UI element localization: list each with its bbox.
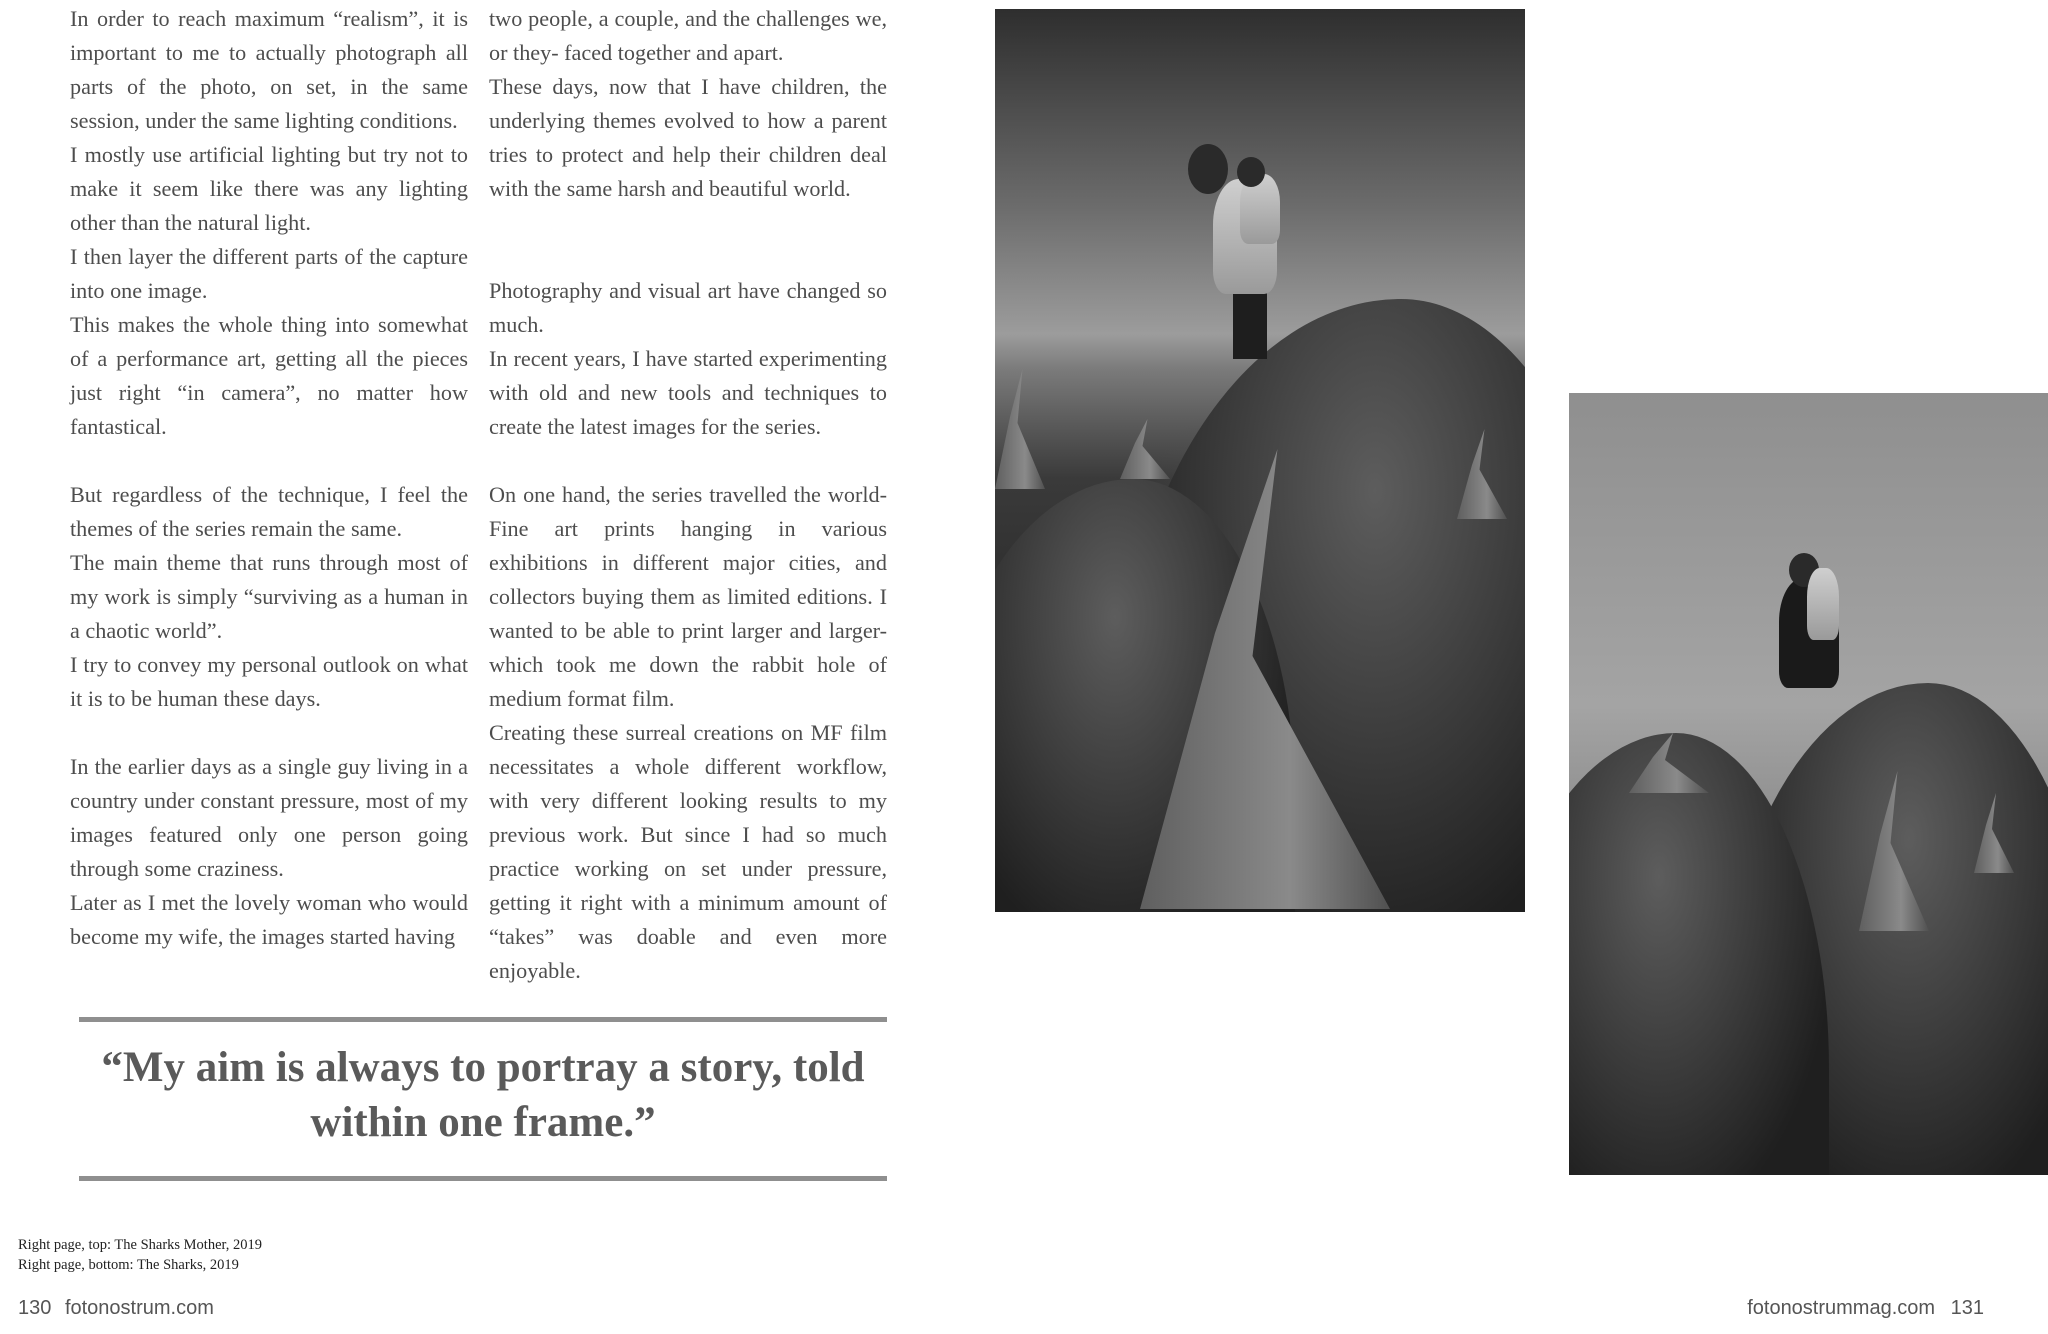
paragraph: Later as I met the lovely woman who would become my wife, the images started having [70, 890, 468, 949]
paragraph: On one hand, the series travelled the world- Fine art prints hanging in various exhibitions in different major cities, and collectors buying them as limited editions. I wanted to be able to print larger and larger- which took me down the rabbit hole of medium format film. [489, 482, 887, 711]
child-figure [1807, 568, 1839, 640]
paragraph: In recent years, I have started experimenting with old and new tools and techniques to create the latest images for the series. [489, 346, 887, 439]
caption-bottom: Right page, bottom: The Sharks, 2019 [18, 1257, 239, 1273]
paragraph: I try to convey my personal outlook on what it is to be human these days. [70, 652, 468, 711]
mother-head [1188, 144, 1228, 194]
paragraph: I mostly use artificial lighting but try not to make it seem like there was any lighting other than the natural light. [70, 142, 468, 235]
article-column-left [70, 2, 468, 954]
paragraph: The main theme that runs through most of my work is simply “surviving as a human in a chaotic world”. [70, 550, 468, 643]
paragraph: These days, now that I have children, the underlying themes evolved to how a parent tries to protect and help their children deal with the same harsh and beautiful world. [489, 74, 887, 201]
site-name-right: fotonostrummag.com [1747, 1297, 1936, 1319]
paragraph: But regardless of the technique, I feel the themes of the series remain the same. [70, 482, 468, 541]
page-number-right: 131 [1950, 1297, 1984, 1319]
paragraph: two people, a couple, and the challenges we, or they- faced together and apart. [489, 6, 887, 65]
pull-quote: “My aim is always to portray a story, told within one frame.” [101, 1044, 865, 1146]
shark-fin [1120, 419, 1170, 479]
paragraph: In order to reach maximum “realism”, it is important to me to actually photograph all parts of the photo, on set, in the same session, under the same lighting conditions. [70, 6, 468, 133]
photo-sharks-mother [995, 9, 1525, 912]
folio-right [1747, 1297, 1984, 1320]
caption-top: Right page, top: The Sharks Mother, 2019 [18, 1237, 263, 1253]
photo-captions [18, 1235, 262, 1275]
child-head [1237, 157, 1265, 187]
paragraph: Photography and visual art have changed so much. [489, 278, 887, 337]
page-number-left: 130 [18, 1297, 52, 1319]
pull-quote-rule-top [79, 1017, 887, 1022]
paragraph: Creating these surreal creations on MF film necessitates a whole different workflow, with very different looking results to my previous work. But since I had so much practice working on set under pressure, getting it right with a minimum amount of “takes” was doable and even more enjoyable. [489, 720, 887, 983]
paragraph: I then layer the different parts of the capture into one image. [70, 244, 468, 303]
paragraph: In the earlier days as a single guy living in a country under constant pressure, most of my images featured only one person going through some craziness. [70, 754, 468, 881]
site-name-left: fotonostrum.com [64, 1297, 214, 1319]
photo-the-sharks [1569, 393, 2048, 1175]
pull-quote-rule-bottom [79, 1176, 887, 1181]
paragraph: This makes the whole thing into somewhat of a performance art, getting all the pieces just right “in camera”, no matter how fantastical. [70, 312, 468, 439]
shark-fin [995, 369, 1045, 489]
article-column-right [489, 2, 887, 988]
folio-left [18, 1297, 214, 1320]
